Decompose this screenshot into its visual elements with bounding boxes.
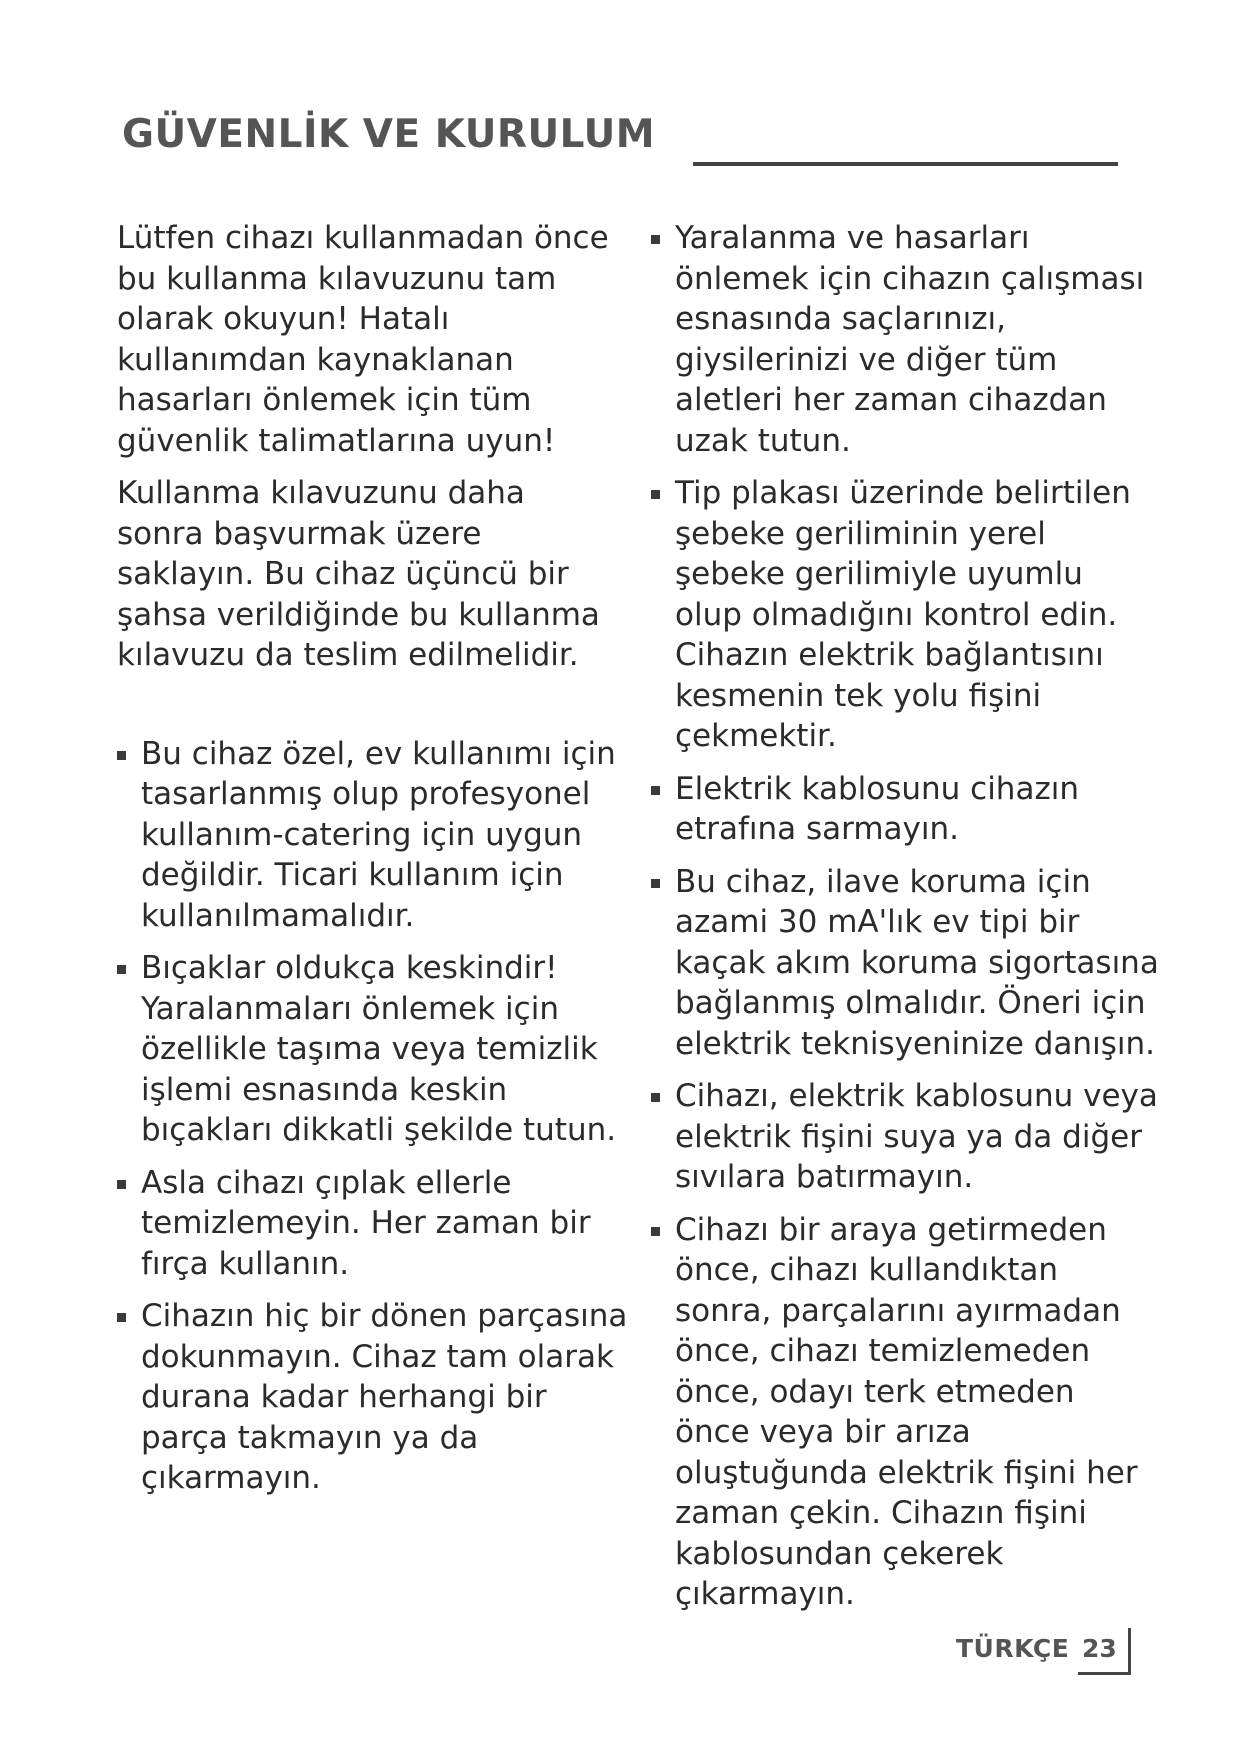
list-item <box>651 769 1159 850</box>
list-item <box>117 948 638 1151</box>
list-item <box>651 1076 1159 1198</box>
square-bullet-icon <box>651 490 660 499</box>
list-item <box>651 1210 1159 1615</box>
intro-paragraph: Kullanma kılavuzunu daha sonra başvurmak üzere saklayın. Bu cihaz üçüncü bir şahsa verildiğinde bu kullanma kılavuzu da teslim edilmelidir. <box>117 475 600 673</box>
square-bullet-icon <box>117 751 126 760</box>
page-footer <box>956 1628 1136 1672</box>
list-item-text: Cihazı, elektrik kablosunu veya elektrik fişini suya ya da diğer sıvılara batırmayın. <box>675 1078 1158 1195</box>
list-item-text: Tip plakası üzerinde belirtilen şebeke geriliminin yerel şebeke gerilimiyle uyumlu olup olmadığını kontrol edin. Cihazın elektrik bağlantısını kesmenin tek yolu fişini çekmektir. <box>675 475 1131 754</box>
list-item <box>651 218 1159 461</box>
list-item <box>651 862 1159 1065</box>
list-item <box>651 473 1159 757</box>
square-bullet-icon <box>117 1180 126 1189</box>
square-bullet-icon <box>117 1313 126 1322</box>
list-item-text: Cihazın hiç bir dönen parçasına dokunmayın. Cihaz tam olarak durana kadar herhangi bir parça takmayın ya da çıkarmayın. <box>141 1298 628 1496</box>
intro-paragraph: Lütfen cihazı kullanmadan önce bu kullanma kılavuzunu tam olarak okuyun! Hatalı kullanımdan kaynaklanan hasarları önlemek için tüm güvenlik talimatlarına uyun! <box>117 220 609 459</box>
right-column <box>651 218 1159 1627</box>
list-item <box>117 1296 638 1499</box>
left-column <box>117 218 628 1511</box>
footer-underline <box>1078 1672 1131 1675</box>
list-item-text: Yaralanma ve hasarları önlemek için cihazın çalışması esnasında saçlarınızı, giysilerinizi ve diğer tüm aletleri her zaman cihazdan uzak tutun. <box>675 220 1145 459</box>
square-bullet-icon <box>651 879 660 888</box>
list-item <box>117 1163 638 1285</box>
list-item-text: Bu cihaz özel, ev kullanımı için tasarlanmış olup profesyonel kullanım-catering için uygun değildir. Ticari kullanım için kullanılmamalıdır. <box>141 735 616 934</box>
square-bullet-icon <box>651 786 660 795</box>
list-item-text: Bıçaklar oldukça keskindir! Yaralanmaları önlemek için özellikle taşıma veya temizlik işlemi esnasında keskin bıçakları dikkatli şekilde tutun. <box>141 950 617 1148</box>
list-item-text: Bu cihaz, ilave koruma için azami 30 mA'lık ev tipi bir kaçak akım koruma sigortasına bağlanmış olmalıdır. Öneri için elektrik teknisyeninize danışın. <box>675 863 1159 1062</box>
square-bullet-icon <box>651 1093 660 1102</box>
footer-divider <box>1128 1628 1131 1674</box>
list-item-text: Elektrik kablosunu cihazın etrafına sarmayın. <box>675 770 1079 847</box>
square-bullet-icon <box>117 965 126 974</box>
title-rule <box>693 162 1118 166</box>
square-bullet-icon <box>651 1227 660 1236</box>
square-bullet-icon <box>651 235 660 244</box>
page-title: GÜVENLİK VE KURULUM <box>122 112 656 157</box>
list-item-text: Cihazı bir araya getirmeden önce, cihazı kullandıktan sonra, parçalarını ayırmadan önce, cihazı temizlemeden önce, odayı terk etmeden önce veya bir arıza oluştuğunda elektrik fişini her zaman çekin. Cihazın fişini kablosundan çekerek çıkarmayın. <box>675 1211 1138 1612</box>
list-item <box>117 734 638 937</box>
list-item-text: Asla cihazı çıplak ellerle temizlemeyin. Her zaman bir fırça kullanın. <box>141 1164 591 1282</box>
footer-language: TÜRKÇE <box>956 1634 1070 1663</box>
page-number: 23 <box>1082 1634 1117 1663</box>
